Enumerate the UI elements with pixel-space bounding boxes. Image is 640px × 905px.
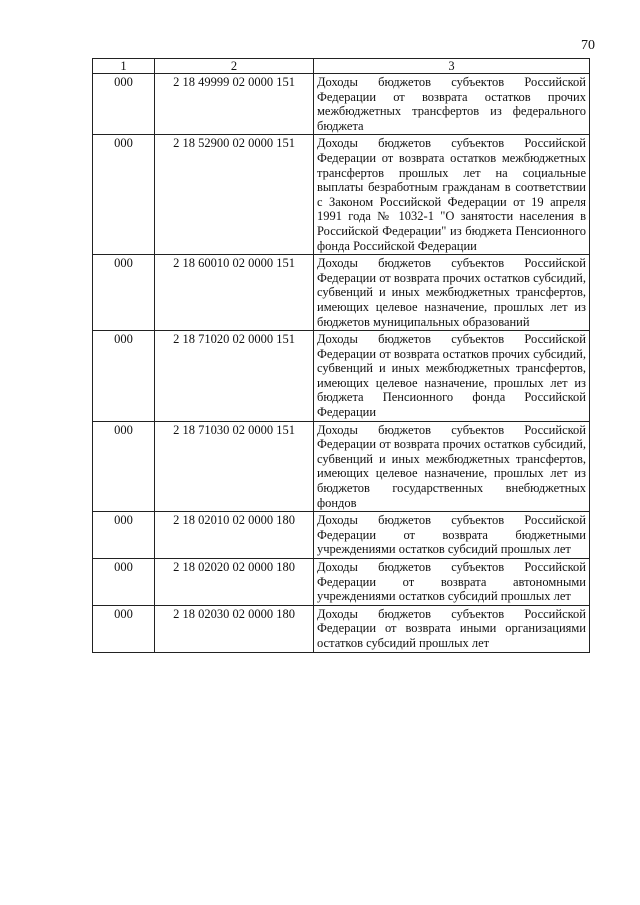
description-cell: Доходы бюджетов субъектов Российской Федерации от возврата бюджетными учреждениями остатков субсидий прошлых лет (314, 512, 590, 559)
income-code-cell: 2 18 49999 02 0000 151 (155, 74, 314, 135)
table-header-row (93, 59, 590, 74)
income-code-cell: 2 18 02020 02 0000 180 (155, 559, 314, 606)
description-cell: Доходы бюджетов субъектов Российской Федерации от возврата прочих остатков субсидий, субвенций и иных межбюджетных трансфертов, имеющих целевое назначение, прошлых лет из бюджетов государственных внебюджетных фондов (314, 421, 590, 512)
budget-classification-table (92, 58, 590, 653)
admin-code-cell: 000 (93, 255, 155, 331)
admin-code-cell: 000 (93, 421, 155, 512)
column-header-2: 2 (155, 59, 314, 74)
income-code-cell: 2 18 60010 02 0000 151 (155, 255, 314, 331)
table-row (93, 74, 590, 135)
table-row (93, 255, 590, 331)
description-cell: Доходы бюджетов субъектов Российской Федерации от возврата иными организациями остатков субсидий прошлых лет (314, 605, 590, 652)
table-row (93, 559, 590, 606)
income-code-cell: 2 18 02030 02 0000 180 (155, 605, 314, 652)
income-code-cell: 2 18 71020 02 0000 151 (155, 331, 314, 422)
column-header-3: 3 (314, 59, 590, 74)
income-code-cell: 2 18 52900 02 0000 151 (155, 135, 314, 255)
table-row (93, 421, 590, 512)
page-number: 70 (581, 38, 595, 53)
admin-code-cell: 000 (93, 331, 155, 422)
admin-code-cell: 000 (93, 135, 155, 255)
table-row (93, 135, 590, 255)
admin-code-cell: 000 (93, 512, 155, 559)
income-code-cell: 2 18 02010 02 0000 180 (155, 512, 314, 559)
admin-code-cell: 000 (93, 74, 155, 135)
admin-code-cell: 000 (93, 605, 155, 652)
table-row (93, 512, 590, 559)
table-row (93, 605, 590, 652)
description-cell: Доходы бюджетов субъектов Российской Федерации от возврата остатков прочих субсидий, субвенций и иных межбюджетных трансфертов, имеющих целевое назначение, прошлых лет из бюджета Пенсионного фонда Российской Федерации (314, 331, 590, 422)
income-code-cell: 2 18 71030 02 0000 151 (155, 421, 314, 512)
description-cell: Доходы бюджетов субъектов Российской Федерации от возврата автономными учреждениями остатков субсидий прошлых лет (314, 559, 590, 606)
description-cell: Доходы бюджетов субъектов Российской Федерации от возврата остатков межбюджетных трансфертов прошлых лет на социальные выплаты безработным гражданам в соответствии с Законом Российской Федерации от 19 апреля 1991 года № 1032-1 "О занятости населения в Российской Федерации" из бюджета Пенсионного фонда Российской Федерации (314, 135, 590, 255)
description-cell: Доходы бюджетов субъектов Российской Федерации от возврата прочих остатков субсидий, субвенций и иных межбюджетных трансфертов, имеющих целевое назначение, прошлых лет из бюджетов муниципальных образований (314, 255, 590, 331)
admin-code-cell: 000 (93, 559, 155, 606)
table-row (93, 331, 590, 422)
column-header-1: 1 (93, 59, 155, 74)
description-cell: Доходы бюджетов субъектов Российской Федерации от возврата остатков прочих межбюджетных трансфертов из федерального бюджета (314, 74, 590, 135)
